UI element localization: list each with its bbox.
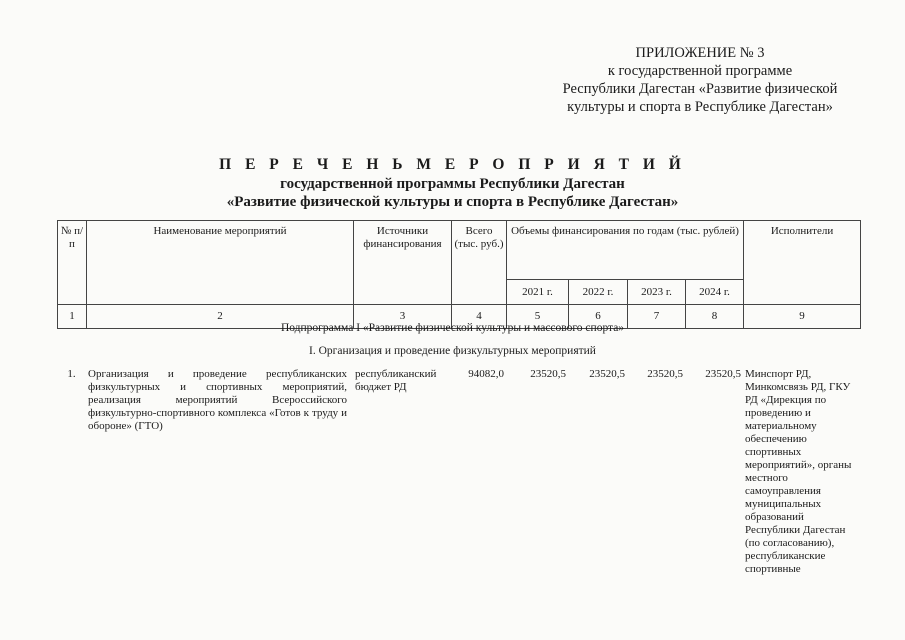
column-number: 2 xyxy=(87,305,354,329)
column-number: 7 xyxy=(628,305,686,329)
appendix-line-4: культуры и спорта в Республике Дагестан» xyxy=(567,99,833,115)
row-num: 1. xyxy=(67,368,76,380)
row-total: 94082,0 xyxy=(468,368,504,380)
header-total: Всего (тыс. руб.) xyxy=(452,221,507,305)
header-volumes: Объемы финансирования по годам (тыс. рублей) xyxy=(507,221,744,280)
row-source: республиканский бюджет РД xyxy=(355,368,437,393)
row-2024: 23520,5 xyxy=(705,368,741,380)
row-name: Организация и проведение республиканских физкультурных и спортивных мероприятий, реализация мероприятий Всероссийского физкультурно-спортивного комплекса «Готов к труду и обороне» (ГТО) xyxy=(88,368,347,432)
header-year-2024: 2024 г. xyxy=(686,280,744,305)
header-num: № п/п xyxy=(58,221,87,305)
row-2022: 23520,5 xyxy=(589,368,625,380)
header-year-2021: 2021 г. xyxy=(507,280,569,305)
column-number: 4 xyxy=(452,305,507,329)
header-year-2022: 2022 г. xyxy=(569,280,628,305)
header-year-2023: 2023 г. xyxy=(628,280,686,305)
column-number: 3 xyxy=(354,305,452,329)
column-number: 5 xyxy=(507,305,569,329)
column-number: 8 xyxy=(686,305,744,329)
row-2021: 23520,5 xyxy=(530,368,566,380)
document-subtitle: государственной программы Республики Дагестан xyxy=(280,176,625,192)
document-title: П Е Р Е Ч Е Н Ь М Е Р О П Р И Я Т И Й xyxy=(219,156,686,173)
header-executors: Исполнители xyxy=(744,221,861,305)
header-name: Наименование мероприятий xyxy=(87,221,354,305)
section-title: I. Организация и проведение физкультурных мероприятий xyxy=(309,345,596,357)
table-row xyxy=(57,366,860,578)
program-name: «Развитие физической культуры и спорта в Республике Дагестан» xyxy=(226,194,679,210)
row-2023: 23520,5 xyxy=(647,368,683,380)
measures-table-body xyxy=(57,366,860,578)
appendix-line-3: Республики Дагестан «Развитие физической xyxy=(562,81,838,97)
column-number: 6 xyxy=(569,305,628,329)
header-source: Источники финансирования xyxy=(354,221,452,305)
appendix-block xyxy=(540,44,860,116)
appendix-line-1: ПРИЛОЖЕНИЕ № 3 xyxy=(635,45,765,61)
column-number: 1 xyxy=(58,305,87,329)
row-executors: Минспорт РД, Минкомсвязь РД, ГКУ РД «Дирекция по проведению и материальному обеспечению спортивных мероприятий», органы местного самоуправления муниципальных образований Республики Дагестан (по согласованию), республиканские спортивные xyxy=(745,368,852,575)
column-number: 9 xyxy=(744,305,861,329)
measures-table-header xyxy=(57,220,861,329)
appendix-line-2: к государственной программе xyxy=(607,63,793,79)
subprogram-title: Подпрограмма I «Развитие физической культуры и массового спорта» xyxy=(280,322,625,334)
